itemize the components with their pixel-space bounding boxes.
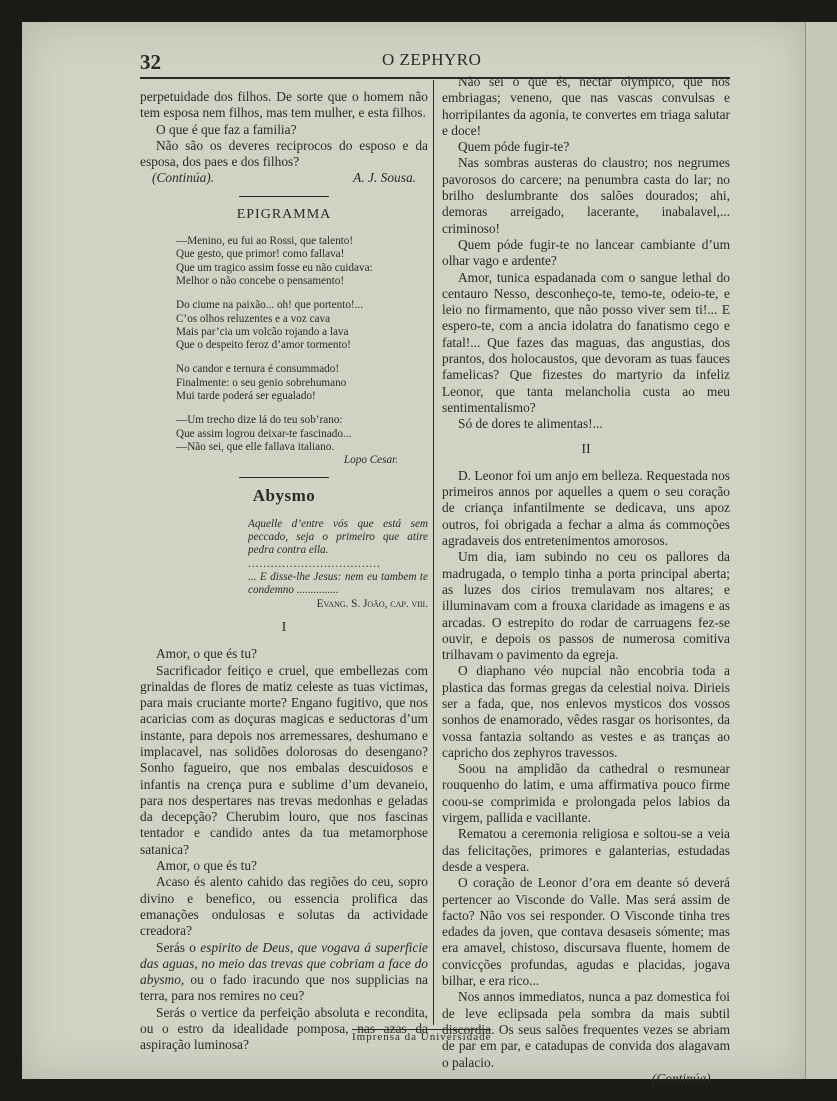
body-paragraph: Acaso és alento cahido das regiões do ceu, sopro divino e benefico, ou essencia prolifica das emanações ondulosas e solutas da actividade creadora? <box>140 874 428 939</box>
body-paragraph: Rematou a ceremonia religiosa e soltou-se a veia das felicitações, primores e galanterias, estudadas desde a vespera. <box>442 826 730 874</box>
epigraph-dots: ................................... <box>248 557 381 570</box>
section-rule <box>239 477 329 478</box>
section-number: II <box>581 441 591 457</box>
intro-paragraph: perpetuidade dos filhos. De sorte que o homem não tem esposa nem filhos, mas tem mulher, e esta filhos. <box>140 89 428 121</box>
poem-line: Finalmente: o seu genio sobrehumano <box>176 376 347 389</box>
section-rule <box>239 196 329 197</box>
body-text: ou o fado iracundo que nos supplicias na terra, para nos remires no ceu? <box>140 972 428 1004</box>
body-paragraph: Nos annos immediatos, nunca a paz domestica foi de leve eclipsada pela sombra da mais subtil discordia. Os seus salões frequentes vezes se abriam de par em par, e catadupas de convida dos alagavam o palacio. <box>442 989 730 1070</box>
author-name: A. J. Sousa. <box>353 170 416 186</box>
body-paragraph: D. Leonor foi um anjo em belleza. Requestada nos primeiros annos por aquelles a quem o seu coração de criança infantilmente se dedicava, uns apoz outros, foi obrigada a fechar a alma ás commoções agradaveis dos entretenimentos amorosos. <box>442 467 730 549</box>
abysmo-title: Abysmo <box>252 485 316 505</box>
body-paragraph: Serás o vertice da perfeição absoluta e recondita, ou o estro da idealidade pomposa, nas azas da aspiração luminosa? <box>140 1004 428 1053</box>
poem-line: Que assim logrou deixar-te fascinado... <box>176 427 352 440</box>
intro-signature <box>140 170 428 186</box>
poem-line: Do ciume na paixão... oh! que portento!... <box>176 299 364 312</box>
poem-line: —Menino, eu fui ao Rossi, que talento! <box>176 235 354 248</box>
body-text: Serás o <box>156 939 201 955</box>
printer-imprint: Imprensa da Universidade <box>352 1031 492 1043</box>
continua-note: (Continúa). <box>152 170 215 186</box>
body-paragraph: Sacrificador feitiço e cruel, que embellezas com grinaldas de flores de matiz celeste as tuas victimas, para mais cruciante morte? Engano fugitivo, que nos acaricias com as doçuras magicas e seductoras d’um instante, para depois nos arremessares, deshumano e implacavel, nas solidões dolorosas do desengano? Sonho fagueiro, que nos embalas descuidosos e infantis na crença pura e sublime d’um devaneio, para nos despertares nas trevas medonhas e geladas da decepção? Cherubim louro, que nos fascinas tentador e candido antes da tua metamorphose satanica? <box>140 662 428 857</box>
poem-stanza <box>176 363 428 403</box>
poem-line: Melhor o não concebe o pensamento! <box>176 274 345 287</box>
body-paragraph: Não sei o que és, nectar olympico, que nos embriagas; veneno, que nas vascas convulsas e horripilantes da agonia, te convertes em triaga salutar e doce! <box>442 74 730 138</box>
poem-line: Que gesto, que primor! como fallava! <box>176 248 345 261</box>
body-paragraph: Amor, o que és tu? <box>156 858 257 874</box>
column-divider <box>433 80 434 1025</box>
epigraph-quote: ... E disse-lhe Jesus: nem eu tambem te condemno ............... <box>248 571 428 597</box>
poem-line: Que o despeito feroz d’amor tormento! <box>176 339 351 352</box>
intro-paragraph: O que é que faz a familia? <box>156 121 297 137</box>
section-number: I <box>281 619 287 635</box>
right-column <box>442 74 730 1087</box>
poem-line: —Não sei, que elle fallava italiano. <box>176 440 335 453</box>
body-paragraph: Só de dores te alimentas!... <box>458 416 603 432</box>
poem-line: Mais par’cia um volcão rojando a lava <box>176 325 349 338</box>
epigramma-title: EPIGRAMMA <box>236 206 332 222</box>
poem <box>140 235 428 467</box>
poem-stanza <box>176 235 428 288</box>
epigraph-reference: Evang. S. João, cap. viii. <box>316 597 428 610</box>
poem-line: —Um trecho dize lá do teu sob’rano: <box>176 414 343 427</box>
epigraph-quote: Aquelle d’entre vós que está sem peccado, seja o primeiro que atire pedra contra ella. <box>248 517 428 557</box>
continua-note: (Continúa). <box>651 1070 714 1086</box>
page-number: 32 <box>140 50 161 74</box>
poem-stanza <box>176 414 428 454</box>
body-paragraph: Um dia, iam subindo no ceu os pallores da madrugada, o templo tinha a porta principal aberta; as luzes dos cirios tremulavam nos altares; e illuminavam com a frouxa claridade as imagens e as arcadas. O estrepito do rodar de carruagens fez-se ouvir, e depois os passos de numerosa comitiva trilhavam o pavimento da egreja. <box>442 549 730 663</box>
body-paragraph: Soou na amplidão da cathedral o resmunear rouquenho do latim, e uma affirmativa pouco firme coou-se comprimida e prolongada pelos labios da virgem, pallida e vacillante. <box>442 761 730 826</box>
body-paragraph: O coração de Leonor d’ora em deante só deverá pertencer ao Visconde do Valle. Mas será assim de facto? Não vos sei responder. O Visconde tinha tres edades da joven, que contava desaseis sómente; mas era amavel, chistoso, discursava fluente, homem de convicções profundas, agudas e placidas, jogava bilhar, e era rico... <box>442 875 730 989</box>
left-column <box>140 89 428 1054</box>
body-paragraph: Nas sombras austeras do claustro; nos negrumes pavorosos do carcere; na penumbra casta do lar; no brilho deslumbrante dos salões dourados; ahi, demoras arreigado, lacerante, inabalavel,... criminoso! <box>442 155 730 236</box>
poem-line: C’os olhos reluzentes e a voz cava <box>176 312 331 325</box>
body-paragraph: Quem póde fugir-te no lancear cambiante d’um olhar vago e ardente? <box>442 236 730 269</box>
poem-stanza <box>176 299 428 352</box>
poem-line: Mui tarde poderá ser egualado! <box>176 390 316 403</box>
journal-title: O ZEPHYRO <box>382 50 482 69</box>
body-paragraph: Amor, o que és tu? <box>156 646 257 662</box>
body-italic-quote: espirito de Deus, que vogava á superficie das aguas, no meio das trevas que cobriam a face do abysmo, <box>140 939 428 988</box>
page-edge <box>805 22 837 1079</box>
body-paragraph: Quem póde fugir-te? <box>458 139 570 155</box>
body-paragraph: Amor, tunica espadanada com o sangue lethal do centauro Nesso, desconheço-te, temo-te, odeio-te, e leio no firmamento, que não posso viver sem ti!... E espero-te, com a ancia idolatra do fanatismo cego e fatal!... Que fazes das maguas, das angustias, dos prantos, dos holocaustos, que devoram as tuas fauces famelicas? Que fizestes do martyrio da infeliz Leonor, que tanta melancholia custa ao meu sentimentalismo? <box>442 269 730 415</box>
poem-line: Que um tragico assim fosse eu não cuidava: <box>176 261 373 274</box>
body-paragraph <box>140 940 428 1005</box>
epigraph <box>140 518 428 611</box>
body-paragraph: O diaphano véo nupcial não encobria toda a plastica das formas gregas da celestial noiva. Dirieis ser a fada, que, nos enlevos mysticos dos vossos sonhos de enamorado, vêdes rasgar os horisontes, da vossa fantazia soltando as vestes e as tranças ao capricho dos zephyros travessos. <box>442 663 730 760</box>
intro-paragraph: Não são os deveres reciprocos do esposo e da esposa, dos paes e dos filhos? <box>140 137 428 170</box>
poem-author: Lopo Cesar. <box>343 454 398 467</box>
poem-line: No candor e ternura é consummado! <box>176 363 340 376</box>
